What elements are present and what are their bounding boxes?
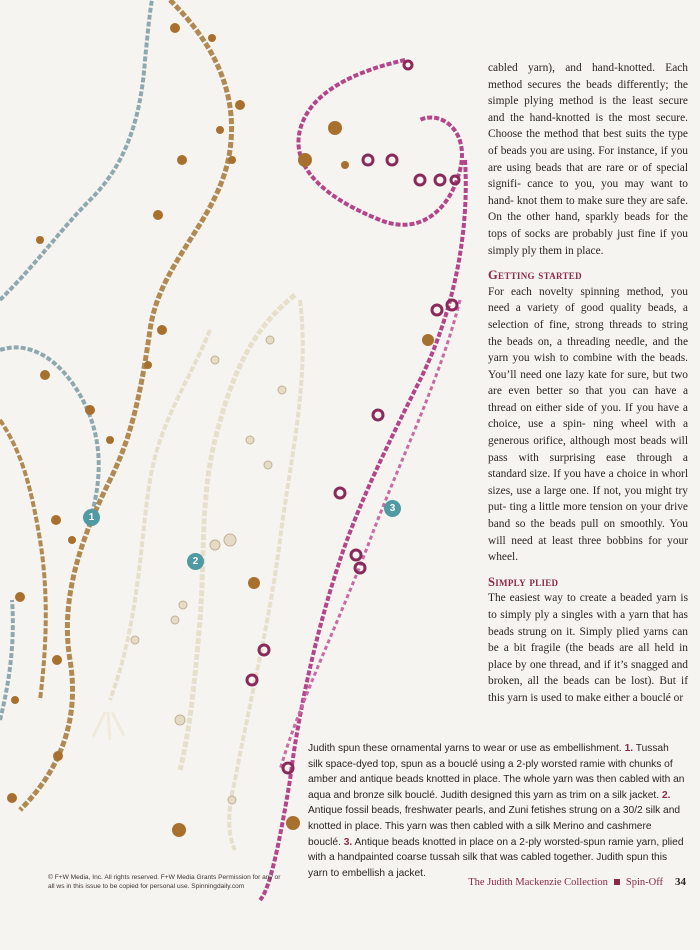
callout-marker-3: 3 — [384, 500, 401, 517]
magenta-yarn-strand — [298, 60, 462, 225]
section-heading: Simply plied — [488, 574, 559, 589]
body-paragraph: For each novelty spinning method, you need a variety of good quality beads, a selection of fine, strong threads to string the beads on, a threading needle, and the yarn you wish to combine with the beads. You’ll need one lazy kate for sure, but two are even better so that you can have a thread on either side of you. If you have a choice, use a spin- ning wheel with a generous orifice, although most beads will pass with surprising ease through a standard size. If you have a choice in whorl sizes, use a large one. If not, you might try put- ting a little more tension on your drive band so the beads pull on smoothly. You will need at least three bobbins for your wheel. — [488, 285, 688, 564]
footer-collection: The Judith Mackenzie Collection — [468, 876, 608, 888]
caption-item-text: Antique fossil beads, freshwater pearls, and Zuni fetishes strung on a 30/2 silk and knotted in place. This yarn was then cabled with a silk Merino and cashmere bouclé. — [308, 805, 681, 848]
article-body-column — [488, 60, 688, 707]
cream-tassel — [93, 712, 124, 740]
aqua-yarn-strand — [0, 0, 152, 300]
caption-number: 1. — [624, 743, 634, 754]
footer-separator-square — [614, 879, 620, 885]
caption-item-text: Antique beads knotted in place on a 2-ply worsted-spun ramie yarn, plied with a handpainted coarse tussah silk that was cabled together. Judith spun this yarn to embellish a jacket. — [308, 836, 684, 879]
caption-number: 2. — [661, 789, 671, 801]
amber-yarn-strand — [20, 0, 232, 810]
callout-marker-1: 1 — [83, 509, 100, 526]
cream-yarn-strand — [180, 295, 295, 770]
pearl-beads — [131, 336, 286, 804]
page-footer — [468, 876, 686, 888]
magenta-beads — [247, 61, 459, 773]
caption-number: 3. — [343, 836, 353, 848]
aqua-yarn-strand — [0, 600, 13, 720]
callout-marker-2: 2 — [187, 553, 204, 570]
caption-item-text: Tussah silk space-dyed top, spun as a bouclé using a 2-ply worsted ramie with chunks of amber and antique beads knotted in place. The whole yarn was then cabled with an aqua and bronze silk bouclé. Judith designed this yarn as trim on a silk jacket. — [308, 743, 685, 801]
photo-caption — [308, 741, 686, 881]
footer-magazine: Spin-Off — [625, 876, 663, 888]
page-number: 34 — [675, 876, 686, 888]
body-paragraph: cabled yarn), and hand-knotted. Each method secures the beads differently; the simple plying method is the least secure and the hand-knotted is the most secure. Choose the method that best suits the type of beads you are using. For instance, if you are using beads that are rare or of special signifi- cance to you, you may want to hand- knot them to make sure they are safe. On the other hand, sparkly beads for the tops of socks are probably just fine if you simply ply them in place. — [488, 62, 688, 257]
caption-intro: Judith spun these ornamental yarns to wear or use as embellishment. — [308, 743, 622, 754]
body-paragraph: The easiest way to create a beaded yarn is to simply ply a singles with a yarn that has beads strung on it. Simply plied yarns can be a bit fragile (the beads are all held in place by one thread, and if it’s snagged and broken, all the beads can be lost). But if this yarn is used to make either a bouclé or — [488, 592, 688, 704]
cream-yarn-strand — [110, 330, 210, 700]
magenta-yarn-strand — [280, 300, 460, 770]
amber-yarn-strand — [0, 420, 46, 700]
section-heading: Getting started — [488, 268, 582, 283]
copyright-notice: © F+W Media, Inc. All rights reserved. F+W Media Grants Permission for any or all ws in this issue to be copied for personal use. Spinningdaily.com — [48, 874, 281, 890]
